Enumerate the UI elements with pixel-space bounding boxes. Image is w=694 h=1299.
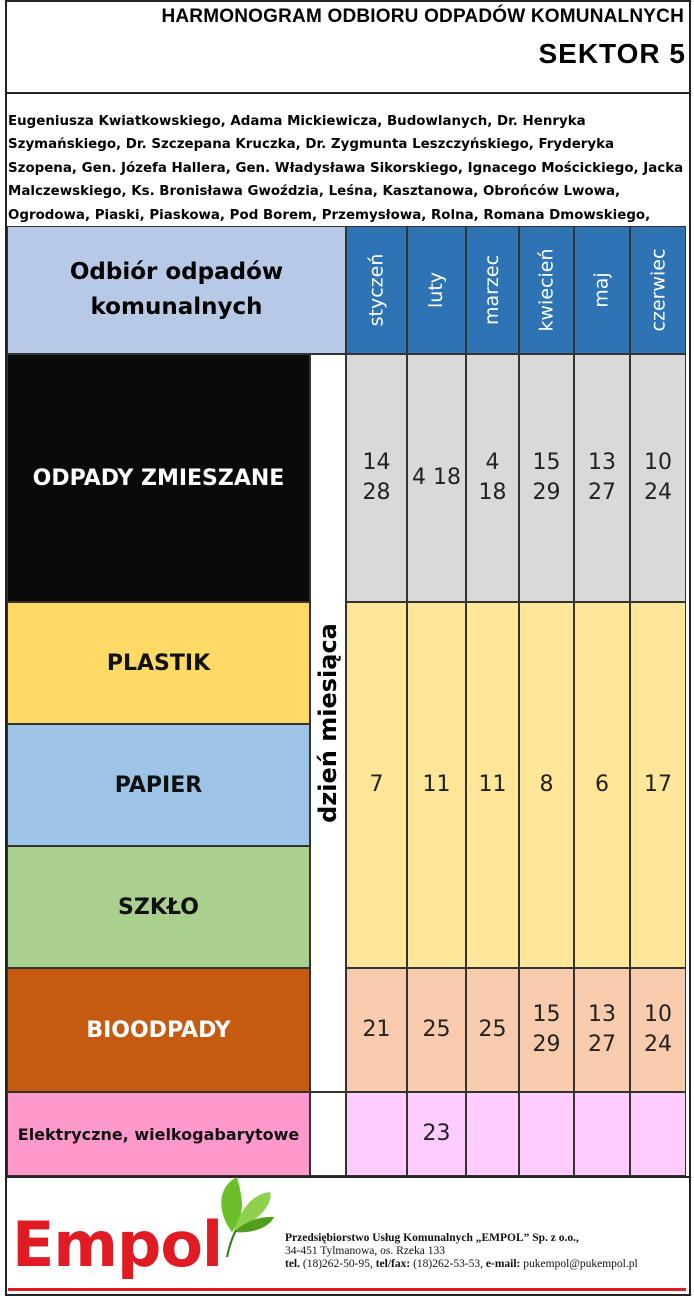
category-bulky: [7, 1092, 310, 1176]
day-value: 7: [369, 772, 384, 797]
fax-value: (18)262-53-53,: [413, 1258, 484, 1270]
day-value: 15: [532, 450, 561, 475]
category-glass-label: SZKŁO: [118, 894, 199, 920]
day-value: 10: [644, 1002, 672, 1027]
bulky-waste-cell: [630, 1092, 686, 1176]
category-bulky-label: Elektryczne, wielkogabarytowe: [17, 1124, 300, 1144]
month-header: [574, 226, 630, 354]
segregated-cell: [466, 602, 519, 968]
bio-waste-cell: [574, 968, 630, 1092]
document-title: HARMONOGRAM ODBIORU ODPADÓW KOMUNALNYCH: [161, 6, 684, 27]
category-paper-label: PAPIER: [114, 772, 203, 798]
day-value: 18: [478, 480, 507, 505]
sector-title: SEKTOR 5: [538, 38, 686, 69]
mixed-waste-cell: [346, 354, 407, 602]
table-header-label: [7, 226, 346, 354]
month-label: czerwiec: [647, 248, 669, 332]
month-label: luty: [425, 271, 448, 309]
mixed-waste-cell: [519, 354, 574, 602]
empol-logo: [12, 1172, 282, 1282]
category-bio-label: BIOODPADY: [86, 1017, 231, 1043]
segregated-cell: [346, 602, 407, 968]
day-value: 11: [422, 772, 451, 797]
segregated-cell: [519, 602, 574, 968]
bulky-waste-cell: [346, 1092, 407, 1176]
day-value: 11: [478, 772, 507, 797]
email-link[interactable]: pukempol@pukempol.pl: [523, 1258, 638, 1270]
streets-list: Eugeniusza Kwiatkowskiego, Adama Mickiewicza, Budowlanych, Dr. Henryka Szymańskiego, Dr. Szczepana Kruczka, Dr. Zygmunta Leszczyńskiego, Fryderyka Szopena, Gen. Józefa Hallera, Gen. Władysława Sikorskiego, Ignacego Mościckiego, Jacka Malczewskiego, Ks. Bronisława Gwoździa, Leśna, Kasztanowa, Obrońców Lwowa, Ogrodowa, Piaski, Piaskowa, Pod Borem, Przemysłowa, Rolna, Romana Dmowskiego,: [8, 114, 684, 223]
day-label-spacer: [310, 1092, 346, 1176]
day-value: 15: [532, 1002, 561, 1027]
month-header: [466, 226, 519, 354]
category-glass: [7, 846, 310, 968]
bulky-waste-cell: [574, 1092, 630, 1176]
day-value: 24: [644, 1032, 672, 1057]
day-of-month-label: [310, 354, 346, 1092]
footer-red-line: [8, 1288, 686, 1291]
month-header: [407, 226, 466, 354]
segregated-cell: [574, 602, 630, 968]
email-label: e-mail:: [485, 1258, 521, 1270]
bulky-waste-cell: [519, 1092, 574, 1176]
mixed-waste-cell: [574, 354, 630, 602]
day-value: 25: [478, 1017, 507, 1042]
category-paper: [7, 724, 310, 846]
mixed-waste-cell: [407, 354, 466, 602]
month-header: [630, 226, 686, 354]
bulky-waste-cell: [407, 1092, 466, 1176]
day-value: 25: [422, 1017, 451, 1042]
header-label-text: Odbiór odpadów komunalnych: [69, 259, 284, 320]
bio-waste-cell: [519, 968, 574, 1092]
month-label: maj: [591, 272, 613, 308]
company-info: [285, 1232, 638, 1271]
day-value: 23: [422, 1121, 451, 1146]
day-value: 17: [644, 772, 672, 797]
company-name: Przedsiębiorstwo Usług Komunalnych „EMPOL” Sp. z o.o.,: [285, 1232, 579, 1244]
bio-waste-cell: [407, 968, 466, 1092]
day-value: 13: [588, 450, 616, 475]
tel-label: tel.: [285, 1258, 301, 1270]
category-bio: [7, 968, 310, 1092]
day-value: 29: [532, 480, 561, 505]
day-value: 21: [362, 1017, 391, 1042]
mixed-waste-cell: [630, 354, 686, 602]
mixed-waste-cell: [466, 354, 519, 602]
bio-waste-cell: [466, 968, 519, 1092]
day-value: 24: [644, 480, 672, 505]
divider: [5, 92, 691, 94]
bulky-waste-cell: [466, 1092, 519, 1176]
category-plastic: [7, 602, 310, 724]
month-label: marzec: [481, 254, 504, 326]
category-plastic-label: PLASTIK: [106, 650, 211, 676]
day-value: 4: [485, 450, 500, 475]
day-value: 13: [588, 1002, 616, 1027]
month-label: styczeń: [365, 253, 388, 327]
day-value: 6: [595, 772, 609, 797]
bio-waste-cell: [346, 968, 407, 1092]
month-header: [519, 226, 574, 354]
day-value: 8: [539, 772, 554, 797]
category-mixed-label: ODPADY ZMIESZANE: [32, 465, 285, 491]
logo-text: Empol: [12, 1208, 223, 1281]
month-label: kwiecień: [535, 248, 558, 332]
tel-value: (18)262-50-95,: [302, 1258, 373, 1270]
day-value: 28: [362, 480, 391, 505]
day-value: 27: [588, 480, 616, 505]
day-value: 10: [644, 450, 672, 475]
month-header: [346, 226, 407, 354]
category-mixed-waste: [7, 354, 310, 602]
company-contacts: [285, 1258, 638, 1271]
fax-label: tel/fax:: [375, 1258, 411, 1270]
day-value: 29: [532, 1032, 561, 1057]
day-value: 14: [362, 450, 391, 475]
bio-waste-cell: [630, 968, 686, 1092]
day-of-month-text: dzień miesiąca: [314, 623, 343, 823]
company-address: 34-451 Tylmanowa, os. Rzeka 133: [285, 1245, 445, 1257]
segregated-cell: [630, 602, 686, 968]
day-value: 27: [588, 1032, 616, 1057]
segregated-cell: [407, 602, 466, 968]
day-value: 4 18: [412, 465, 461, 490]
